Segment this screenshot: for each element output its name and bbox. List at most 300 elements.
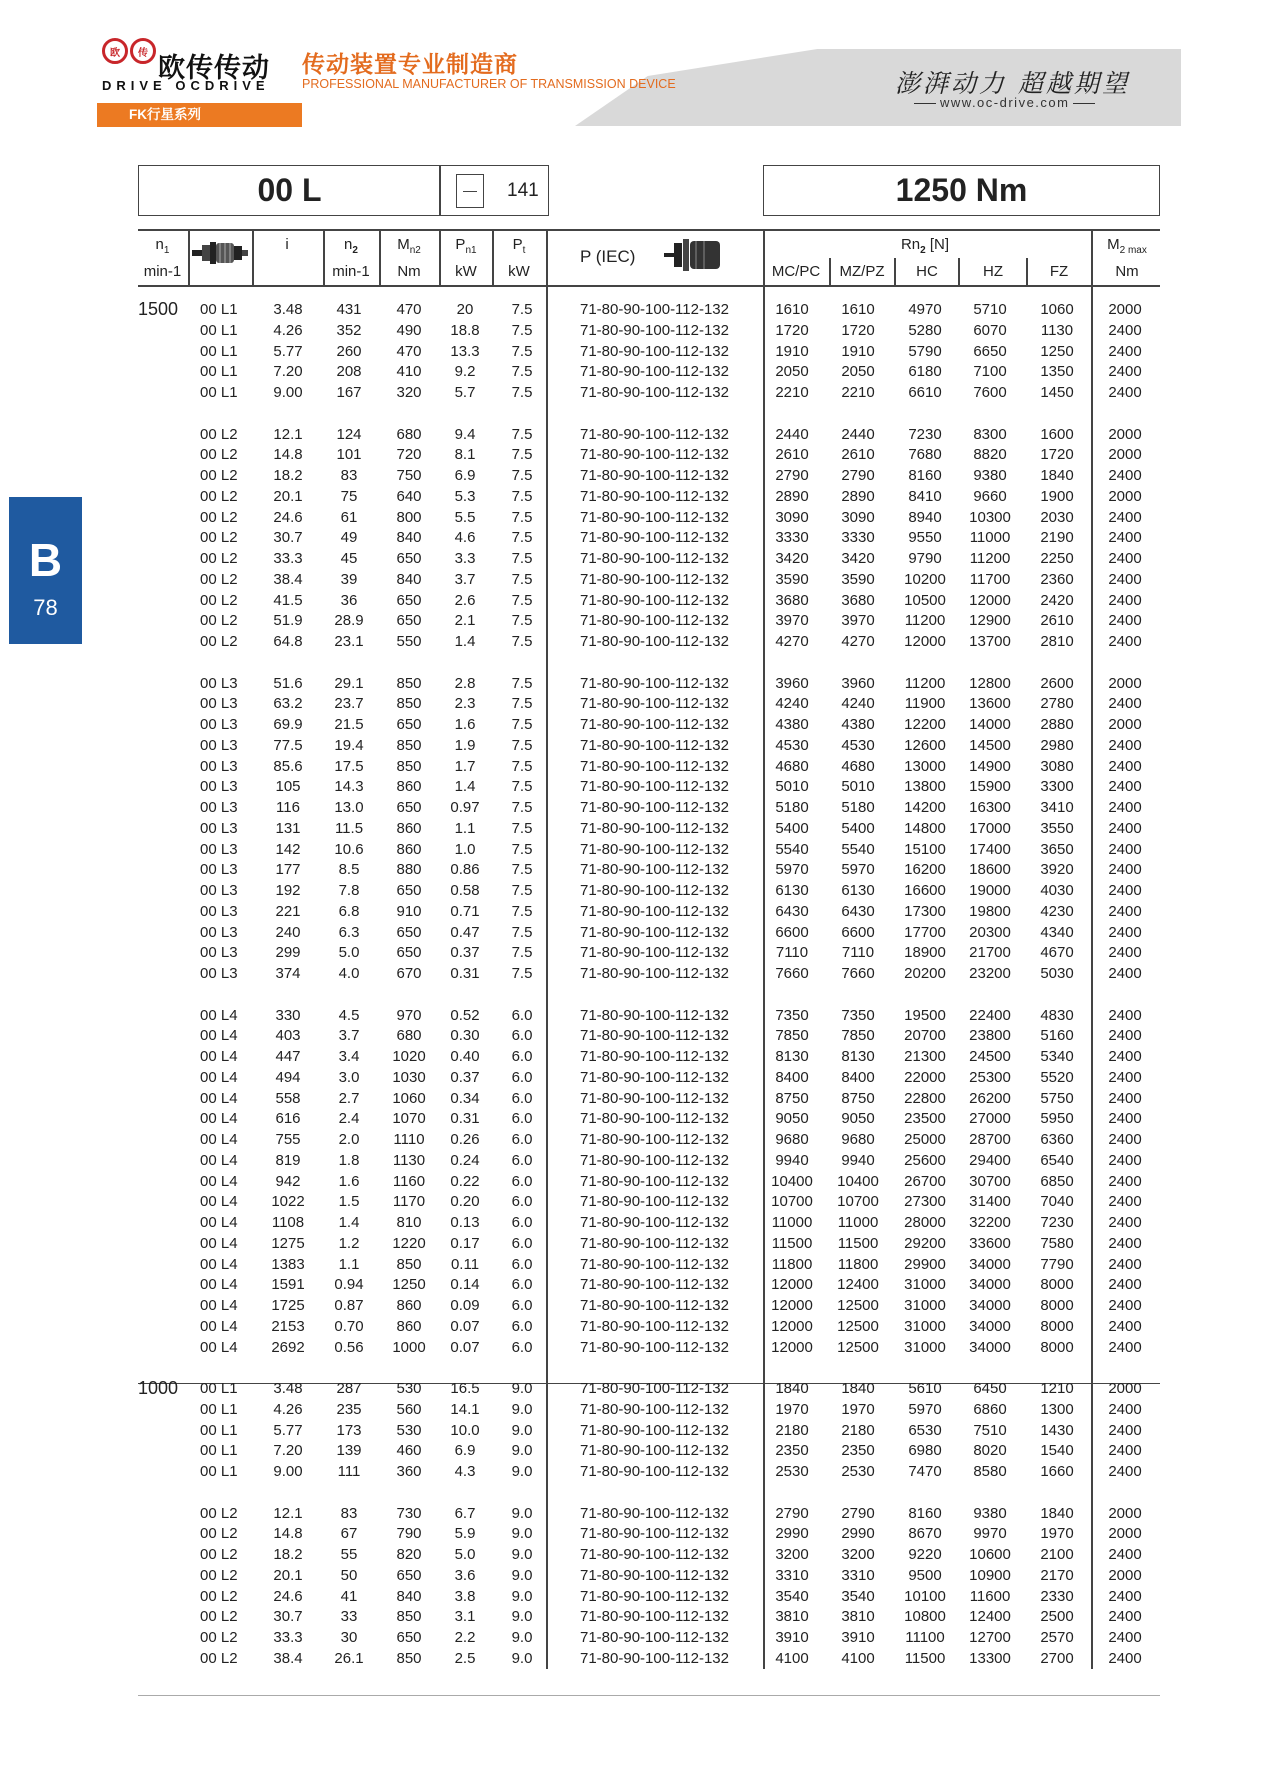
mn2-cell: 970 — [396, 1006, 422, 1024]
table-row — [0, 488, 1280, 509]
mn2-cell: 680 — [396, 425, 422, 443]
hc-cell: 8160 — [908, 1504, 942, 1522]
m2max-cell: 2000 — [1108, 301, 1142, 318]
hz-cell: 12800 — [969, 674, 1011, 692]
mcpc-cell: 5400 — [775, 819, 809, 837]
mzpz-cell: 3090 — [841, 508, 875, 526]
type-cell: 00 L4 — [200, 1255, 238, 1273]
pn1-cell: 6.9 — [454, 1442, 476, 1460]
m2max-cell: 2400 — [1108, 1421, 1142, 1439]
m2max-cell: 2000 — [1108, 716, 1142, 733]
fz-cell: 1430 — [1040, 1421, 1074, 1439]
mzpz-cell: 5540 — [841, 840, 875, 858]
table-row — [0, 343, 1280, 364]
pt-cell: 6.0 — [511, 1006, 533, 1024]
type-cell: 00 L3 — [200, 923, 238, 941]
m2max-unit: Nm — [1115, 263, 1139, 280]
iec-cell: 71-80-90-100-112-132 — [580, 1068, 729, 1086]
fz-cell: 4340 — [1040, 923, 1074, 941]
n2-cell: 30 — [340, 1629, 358, 1646]
table-row — [0, 944, 1280, 965]
table-row — [0, 841, 1280, 862]
tagline-en: PROFESSIONAL MANUFACTURER OF TRANSMISSION DEVICE — [302, 77, 676, 91]
type-cell: 00 L1 — [200, 342, 238, 360]
n2-cell: 4.0 — [338, 965, 360, 982]
m2max-cell: 2400 — [1108, 321, 1142, 339]
pt-cell: 7.5 — [511, 902, 533, 920]
ratio-cell: 12.1 — [273, 425, 303, 443]
mn2-cell: 1070 — [392, 1110, 426, 1128]
iec-cell: 71-80-90-100-112-132 — [580, 757, 729, 775]
ratio-cell: 330 — [275, 1006, 301, 1024]
mzpz-cell: 1910 — [841, 342, 875, 360]
m2max-cell: 2400 — [1108, 363, 1142, 381]
hz-cell: 12000 — [969, 591, 1011, 609]
type-cell: 00 L2 — [200, 529, 238, 547]
iec-cell: 71-80-90-100-112-132 — [580, 301, 729, 318]
n2-cell: 0.87 — [334, 1297, 364, 1314]
n2-cell: 431 — [336, 301, 362, 318]
mn2-cell: 750 — [396, 467, 422, 484]
fz-cell: 2360 — [1040, 570, 1074, 588]
pt-cell: 6.0 — [511, 1068, 533, 1086]
n2-cell: 21.5 — [334, 716, 364, 733]
pt-cell: 9.0 — [511, 1400, 533, 1418]
iec-cell: 71-80-90-100-112-132 — [580, 363, 729, 381]
type-cell: 00 L3 — [200, 757, 238, 775]
hz-cell: 17000 — [969, 819, 1011, 837]
type-cell: 00 L4 — [200, 1048, 238, 1065]
mn2-cell: 470 — [396, 342, 422, 360]
table-row — [0, 799, 1280, 820]
hz-cell: 13600 — [969, 695, 1011, 713]
pt-cell: 7.5 — [511, 508, 533, 526]
type-cell: 00 L4 — [200, 1276, 238, 1294]
iec-cell: 71-80-90-100-112-132 — [580, 1338, 729, 1356]
ratio-cell: 1725 — [271, 1297, 305, 1314]
type-cell: 00 L3 — [200, 861, 238, 879]
table-row — [0, 1567, 1280, 1588]
pt-cell: 7.5 — [511, 363, 533, 381]
table-row — [0, 1214, 1280, 1235]
fz-cell: 2780 — [1040, 695, 1074, 713]
mzpz-cell: 4240 — [841, 695, 875, 713]
col-divider — [323, 229, 325, 286]
table-row — [0, 550, 1280, 571]
pn1-cell: 8.1 — [454, 446, 476, 464]
mzpz-cell: 3200 — [841, 1546, 875, 1563]
pn1-cell: 0.34 — [450, 1089, 480, 1107]
m2max-cell: 2400 — [1108, 1214, 1142, 1231]
pn1-cell: 4.3 — [454, 1463, 476, 1480]
mn2-cell: 650 — [396, 944, 422, 962]
iec-cell: 71-80-90-100-112-132 — [580, 1151, 729, 1169]
table-row — [0, 1339, 1280, 1360]
ratio-cell: 616 — [275, 1110, 301, 1128]
pt-cell: 7.5 — [511, 301, 533, 318]
fz-cell: 1350 — [1040, 363, 1074, 381]
iec-cell: 71-80-90-100-112-132 — [580, 1110, 729, 1128]
ratio-cell: 18.2 — [273, 1546, 303, 1563]
type-cell: 00 L3 — [200, 840, 238, 858]
mcpc-cell: 6600 — [775, 923, 809, 941]
m2max-cell: 2400 — [1108, 736, 1142, 754]
hz-cell: 11600 — [969, 1587, 1011, 1605]
pt-cell: 9.0 — [511, 1504, 533, 1522]
fz-cell: 6360 — [1040, 1131, 1074, 1148]
type-cell: 00 L4 — [200, 1089, 238, 1107]
n2-cell: 2.4 — [338, 1110, 360, 1128]
n2-cell: 7.8 — [338, 882, 360, 899]
hz-cell: 10900 — [969, 1566, 1011, 1584]
hc-cell: 10500 — [904, 591, 946, 609]
type-cell: 00 L4 — [200, 1193, 238, 1211]
fz-cell: 1600 — [1040, 425, 1074, 443]
n2-cell: 124 — [336, 425, 362, 443]
m2max-cell: 2400 — [1108, 778, 1142, 796]
mcpc-cell: 2610 — [775, 446, 809, 464]
m2max-cell: 2400 — [1108, 529, 1142, 547]
mn2-cell: 650 — [396, 882, 422, 899]
pt-cell: 7.5 — [511, 612, 533, 630]
ratio-cell: 9.00 — [273, 1463, 303, 1480]
mcpc-cell: 3910 — [775, 1629, 809, 1646]
mcpc-cell: 2180 — [775, 1421, 809, 1439]
pt-cell: 7.5 — [511, 674, 533, 692]
mn2-cell: 860 — [396, 840, 422, 858]
m2max-cell: 2400 — [1108, 861, 1142, 879]
table-row — [0, 675, 1280, 696]
m2max-cell: 2400 — [1108, 1629, 1142, 1646]
mcpc-cell: 5010 — [775, 778, 809, 796]
type-cell: 00 L1 — [200, 1380, 238, 1397]
type-cell: 00 L1 — [200, 321, 238, 339]
type-cell: 00 L1 — [200, 363, 238, 381]
mcpc-cell: 3090 — [775, 508, 809, 526]
mcpc-header: MC/PC — [771, 263, 821, 280]
mn2-cell: 650 — [396, 923, 422, 941]
hz-cell: 31400 — [969, 1193, 1011, 1211]
mzpz-cell: 4530 — [841, 736, 875, 754]
pt-cell: 7.5 — [511, 757, 533, 775]
hz-cell: 10300 — [969, 508, 1011, 526]
mn2-cell: 880 — [396, 861, 422, 879]
table-row — [0, 1650, 1280, 1671]
table-bottom-rule — [138, 1695, 1160, 1696]
pn1-cell: 10.0 — [450, 1421, 480, 1439]
mzpz-cell: 7660 — [841, 965, 875, 982]
hc-cell: 9500 — [908, 1566, 942, 1584]
ratio-cell: 131 — [275, 819, 301, 837]
hz-cell: 10600 — [969, 1546, 1011, 1563]
m2max-cell: 2400 — [1108, 840, 1142, 858]
mzpz-cell: 3810 — [841, 1608, 875, 1626]
hz-cell: 13700 — [969, 633, 1011, 650]
table-row — [0, 426, 1280, 447]
n2-cell: 1.2 — [338, 1234, 360, 1252]
mcpc-cell: 3420 — [775, 550, 809, 567]
hz-cell: 29400 — [969, 1151, 1011, 1169]
iec-cell: 71-80-90-100-112-132 — [580, 1048, 729, 1065]
ratio-cell: 38.4 — [273, 570, 303, 588]
type-cell: 00 L3 — [200, 799, 238, 816]
pt-cell: 6.0 — [511, 1276, 533, 1294]
ratio-cell: 3.48 — [273, 1380, 303, 1397]
ratio-cell: 7.20 — [273, 1442, 303, 1460]
fz-cell: 2250 — [1040, 550, 1074, 567]
hz-cell: 14900 — [969, 757, 1011, 775]
ratio-cell: 240 — [275, 923, 301, 941]
pt-cell: 7.5 — [511, 819, 533, 837]
mzpz-cell: 12500 — [837, 1297, 879, 1314]
table-row — [0, 1505, 1280, 1526]
mn2-cell: 860 — [396, 819, 422, 837]
pn1-header: $P_{n1}$ — [455, 236, 477, 256]
pt-cell: 9.0 — [511, 1566, 533, 1584]
ratio-cell: 30.7 — [273, 1608, 303, 1626]
hz-cell: 19000 — [969, 882, 1011, 899]
iec-cell: 71-80-90-100-112-132 — [580, 1442, 729, 1460]
type-cell: 00 L4 — [200, 1027, 238, 1045]
ratio-cell: 4.26 — [273, 321, 303, 339]
type-cell: 00 L3 — [200, 902, 238, 920]
mn2-cell: 1020 — [392, 1048, 426, 1065]
mn2-cell: 1170 — [392, 1193, 426, 1211]
table-row — [0, 1297, 1280, 1318]
pn1-cell: 6.7 — [454, 1504, 476, 1522]
m2max-cell: 2000 — [1108, 1525, 1142, 1543]
iec-cell: 71-80-90-100-112-132 — [580, 570, 729, 588]
n2-cell: 33 — [340, 1608, 358, 1626]
fz-header: FZ — [1049, 263, 1069, 280]
pn1-cell: 0.07 — [450, 1317, 480, 1335]
iec-cell: 71-80-90-100-112-132 — [580, 716, 729, 733]
hc-cell: 16600 — [904, 882, 946, 899]
m2max-cell: 2000 — [1108, 1504, 1142, 1522]
table-row — [0, 322, 1280, 343]
page-ref: 141 — [507, 180, 539, 201]
table-row — [0, 903, 1280, 924]
pt-cell: 7.5 — [511, 944, 533, 962]
table-row — [0, 882, 1280, 903]
fz-cell: 5030 — [1040, 965, 1074, 982]
n2-cell: 41 — [340, 1587, 358, 1605]
mzpz-cell: 8130 — [841, 1048, 875, 1065]
mn2-cell: 840 — [396, 570, 422, 588]
hc-cell: 13000 — [904, 757, 946, 775]
fz-cell: 1250 — [1040, 342, 1074, 360]
n2-cell: 13.0 — [334, 799, 364, 816]
type-cell: 00 L2 — [200, 591, 238, 609]
n2-cell: 139 — [336, 1442, 362, 1460]
iec-cell: 71-80-90-100-112-132 — [580, 1587, 729, 1605]
type-cell: 00 L2 — [200, 425, 238, 443]
hc-cell: 14800 — [904, 819, 946, 837]
pt-cell: 9.0 — [511, 1608, 533, 1626]
hc-cell: 7230 — [908, 425, 942, 443]
pt-cell: 7.5 — [511, 882, 533, 899]
pt-cell: 9.0 — [511, 1421, 533, 1439]
iec-cell: 71-80-90-100-112-132 — [580, 799, 729, 816]
ratio-cell: 38.4 — [273, 1649, 303, 1667]
mcpc-cell: 5180 — [775, 799, 809, 816]
hc-cell: 31000 — [904, 1276, 946, 1294]
n2-cell: 83 — [340, 1504, 358, 1522]
n2-cell: 173 — [336, 1421, 362, 1439]
pn1-cell: 3.1 — [454, 1608, 476, 1626]
n2-cell: 5.0 — [338, 944, 360, 962]
mn2-cell: 320 — [396, 384, 422, 401]
pt-header: $P_t$ — [512, 236, 526, 256]
n2-cell: 101 — [336, 446, 362, 464]
hc-cell: 31000 — [904, 1338, 946, 1356]
hc-cell: 10800 — [904, 1608, 946, 1626]
hz-cell: 34000 — [969, 1297, 1011, 1314]
table-row — [0, 1422, 1280, 1443]
mn2-cell: 1130 — [392, 1151, 426, 1169]
pn1-cell: 2.3 — [454, 695, 476, 713]
mzpz-cell: 6600 — [841, 923, 875, 941]
col-divider — [379, 229, 381, 286]
hc-cell: 12600 — [904, 736, 946, 754]
hc-cell: 11100 — [905, 1629, 945, 1646]
fz-cell: 2420 — [1040, 591, 1074, 609]
pt-cell: 7.5 — [511, 716, 533, 733]
ratio-cell: 819 — [275, 1151, 301, 1169]
n2-cell: 29.1 — [334, 674, 364, 692]
pn1-cell: 5.9 — [454, 1525, 476, 1543]
ratio-cell: 7.20 — [273, 363, 303, 381]
mzpz-cell: 10400 — [837, 1172, 879, 1190]
hc-cell: 17700 — [904, 923, 946, 941]
mzpz-cell: 5180 — [841, 799, 875, 816]
m2max-cell: 2400 — [1108, 591, 1142, 609]
pn1-cell: 3.3 — [454, 550, 476, 567]
fz-cell: 3920 — [1040, 861, 1074, 879]
hz-cell: 13300 — [969, 1649, 1011, 1667]
iec-cell: 71-80-90-100-112-132 — [580, 446, 729, 464]
mn2-cell: 640 — [396, 487, 422, 505]
mcpc-cell: 5970 — [775, 861, 809, 879]
fz-cell: 1300 — [1040, 1400, 1074, 1418]
hc-cell: 9550 — [908, 529, 942, 547]
type-cell: 00 L2 — [200, 1629, 238, 1646]
hz-cell: 11700 — [969, 570, 1011, 588]
hz-cell: 12400 — [969, 1608, 1011, 1626]
hc-cell: 10200 — [904, 570, 946, 588]
type-cell: 00 L2 — [200, 1608, 238, 1626]
hz-cell: 8300 — [973, 425, 1007, 443]
pt-cell: 9.0 — [511, 1525, 533, 1543]
pn1-cell: 1.6 — [454, 716, 476, 733]
pn1-cell: 2.1 — [454, 612, 476, 630]
ratio-cell: 33.3 — [273, 1629, 303, 1646]
hc-cell: 29900 — [904, 1255, 946, 1273]
pn1-cell: 0.24 — [450, 1151, 480, 1169]
iec-cell: 71-80-90-100-112-132 — [580, 1172, 729, 1190]
type-cell: 00 L1 — [200, 1463, 238, 1480]
iec-cell: 71-80-90-100-112-132 — [580, 342, 729, 360]
mzpz-cell: 5970 — [841, 861, 875, 879]
mzpz-cell: 2180 — [841, 1421, 875, 1439]
mzpz-cell: 12400 — [837, 1276, 879, 1294]
mn2-cell: 530 — [396, 1421, 422, 1439]
pn1-cell: 0.07 — [450, 1338, 480, 1356]
hc-cell: 5790 — [908, 342, 942, 360]
iec-cell: 71-80-90-100-112-132 — [580, 819, 729, 837]
mcpc-cell: 9940 — [775, 1151, 809, 1169]
fz-cell: 8000 — [1040, 1317, 1074, 1335]
pt-cell: 9.0 — [511, 1629, 533, 1646]
hz-cell: 24500 — [969, 1048, 1011, 1065]
fz-cell: 3650 — [1040, 840, 1074, 858]
fz-cell: 1660 — [1040, 1463, 1074, 1480]
hz-cell: 8020 — [973, 1442, 1007, 1460]
fz-cell: 4030 — [1040, 882, 1074, 899]
mn2-cell: 650 — [396, 591, 422, 609]
pn1-cell: 0.31 — [450, 965, 480, 982]
hc-cell: 12000 — [904, 633, 946, 650]
type-cell: 00 L2 — [200, 1504, 238, 1522]
pn1-cell: 3.6 — [454, 1566, 476, 1584]
hc-cell: 18900 — [904, 944, 946, 962]
hc-cell: 6180 — [908, 363, 942, 381]
hz-cell: 27000 — [969, 1110, 1011, 1128]
hc-cell: 9220 — [908, 1546, 942, 1563]
n2-cell: 6.3 — [338, 923, 360, 941]
pt-cell: 9.0 — [511, 1649, 533, 1667]
table-row — [0, 509, 1280, 530]
ratio-cell: 63.2 — [273, 695, 303, 713]
m2max-cell: 2400 — [1108, 757, 1142, 775]
hc-cell: 11200 — [904, 612, 946, 630]
mcpc-cell: 4240 — [775, 695, 809, 713]
m2max-cell: 2400 — [1108, 342, 1142, 360]
mzpz-cell: 3960 — [841, 674, 875, 692]
pn1-cell: 13.3 — [450, 342, 480, 360]
n2-cell: 8.5 — [338, 861, 360, 879]
pn1-cell: 0.71 — [450, 902, 480, 920]
fz-cell: 1970 — [1040, 1525, 1074, 1543]
mzpz-cell: 1970 — [841, 1400, 875, 1418]
ratio-cell: 755 — [275, 1131, 301, 1148]
fz-cell: 8000 — [1040, 1338, 1074, 1356]
pt-cell: 6.0 — [511, 1255, 533, 1273]
pn1-cell: 0.37 — [450, 944, 480, 962]
mcpc-cell: 1720 — [775, 321, 809, 339]
series-tab: FK行星系列 — [97, 103, 302, 127]
ratio-cell: 1022 — [271, 1193, 305, 1211]
fz-cell: 2700 — [1040, 1649, 1074, 1667]
pn1-cell: 2.5 — [454, 1649, 476, 1667]
m2max-cell: 2400 — [1108, 1649, 1142, 1667]
type-cell: 00 L4 — [200, 1006, 238, 1024]
n2-cell: 2.7 — [338, 1089, 360, 1107]
hc-cell: 6610 — [908, 384, 942, 401]
hc-cell: 20200 — [904, 965, 946, 982]
fz-cell: 2190 — [1040, 529, 1074, 547]
hz-cell: 34000 — [969, 1255, 1011, 1273]
iec-cell: 71-80-90-100-112-132 — [580, 882, 729, 899]
hz-cell: 30700 — [969, 1172, 1011, 1190]
m2max-cell: 2400 — [1108, 1442, 1142, 1460]
mcpc-cell: 4270 — [775, 633, 809, 650]
iec-cell: 71-80-90-100-112-132 — [580, 1006, 729, 1024]
hz-cell: 9660 — [973, 487, 1007, 505]
type-cell: 00 L4 — [200, 1338, 238, 1356]
pn1-cell: 0.11 — [450, 1255, 480, 1273]
pn1-cell: 0.97 — [450, 799, 480, 816]
